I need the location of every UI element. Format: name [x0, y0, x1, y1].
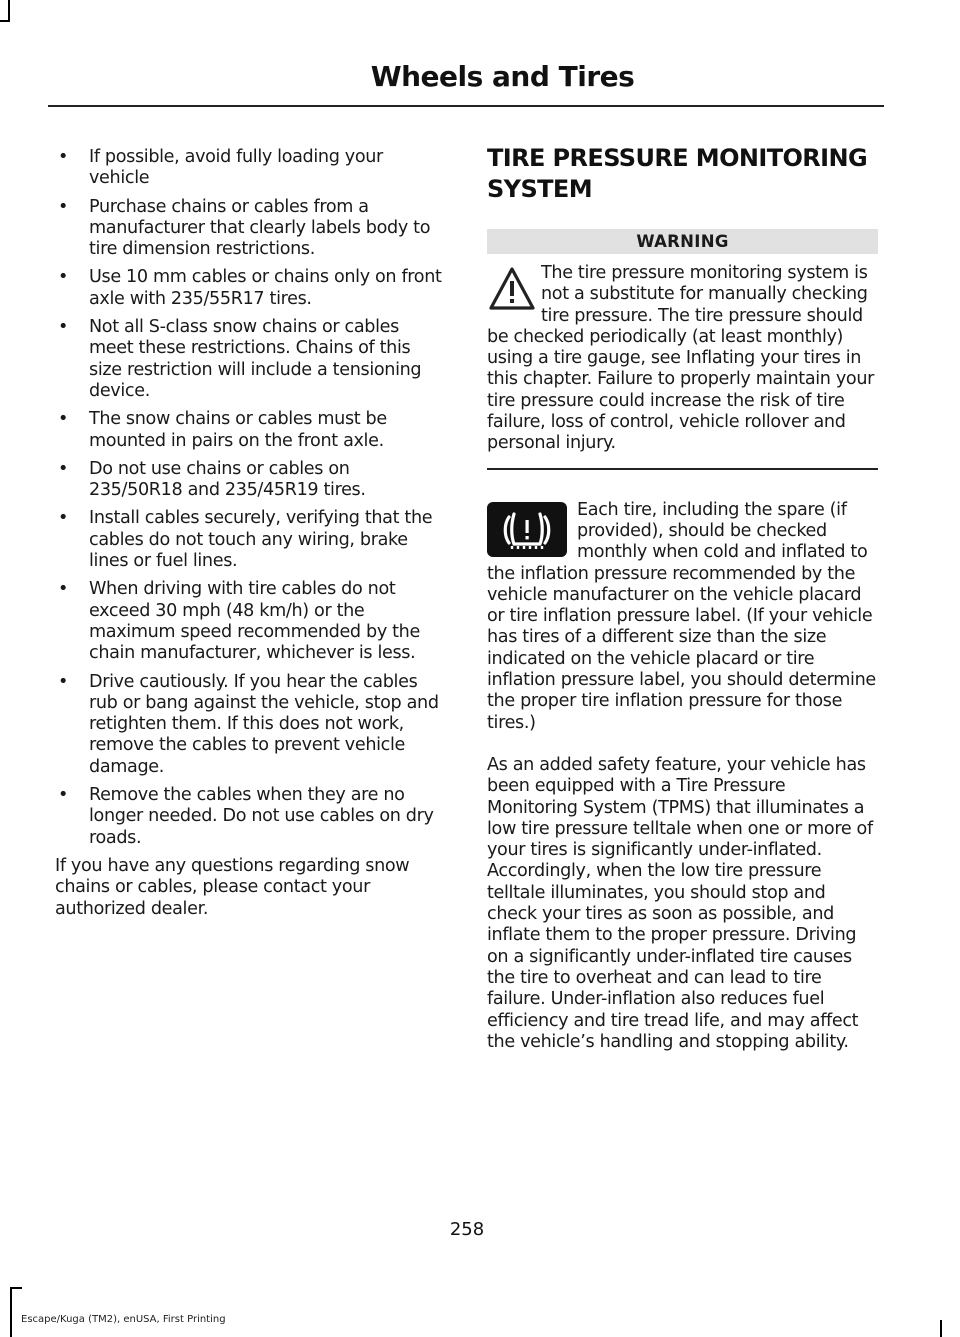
crop-mark-top-left-horizontal	[0, 20, 10, 22]
tpms-text: Each tire, including the spare (if provided), should be checked monthly when cold and inflated to the inflation pressure recommended by the vehicle manufacturer on the vehicle placard or tire inflation pressure label. (If your vehicle has tires of a different size than the size indicated on the vehicle placard or tire inflation pressure label, you should determine the proper tire inflation pressure for those tires.)	[487, 499, 876, 733]
list-item: • Drive cautiously. If you hear the cables rub or bang against the vehicle, stop and retighten them. If this does not work, remove the cables to prevent vehicle damage.	[58, 671, 439, 777]
warning-divider	[487, 468, 878, 470]
header-divider	[48, 105, 884, 107]
crop-mark-bottom-right-vertical	[940, 1320, 942, 1337]
list-item: • When driving with tire cables do not exceed 30 mph (48 km/h) or the maximum speed recommended by the chain manufacturer, whichever is less.	[58, 579, 420, 664]
list-item: • The snow chains or cables must be mounted in pairs on the front axle.	[58, 409, 387, 451]
list-item: • Use 10 mm cables or chains only on front axle with 235/55R17 tires.	[58, 267, 442, 309]
list-item: • Remove the cables when they are no longer needed. Do not use cables on dry roads.	[58, 785, 434, 848]
crop-mark-bottom-left-horizontal	[10, 1287, 22, 1289]
warning-triangle-icon	[487, 265, 537, 313]
list-item: • Do not use chains or cables on 235/50R18 and 235/45R19 tires.	[58, 458, 366, 501]
crop-mark-bottom-left-vertical	[10, 1287, 12, 1337]
tpms-block	[487, 500, 878, 734]
section-heading-line-1: TIRE PRESSURE MONITORING	[487, 144, 868, 172]
list-item: • Purchase chains or cables from a manufacturer that clearly labels body to tire dimension restrictions.	[58, 196, 431, 260]
left-column	[55, 147, 447, 920]
warning-text: The tire pressure monitoring system is not a substitute for manually checking tire pressure. The tire pressure should be checked periodically (at least monthly) using a tire gauge, see Inflating your tires in this chapter. Failure to properly maintain your tire pressure could increase the risk of tire failure, loss of control, vehicle rollover and personal injury.	[487, 263, 875, 454]
page-number: 258	[449, 1219, 485, 1240]
list-item: • Not all S-class snow chains or cables meet these restrictions. Chains of this size restriction will include a tensioning device.	[58, 317, 422, 401]
list-item: • Install cables securely, verifying that the cables do not touch any wiring, brake lines or fuel lines.	[58, 508, 433, 572]
warning-label: WARNING	[487, 229, 878, 254]
crop-mark-top-left-vertical	[8, 0, 10, 22]
snow-chain-guidelines-list	[55, 147, 447, 849]
right-column	[487, 143, 878, 1053]
dealer-contact-paragraph: If you have any questions regarding snow chains or cables, please contact your authorized dealer.	[55, 855, 410, 919]
warning-body	[487, 263, 878, 455]
page-title: Wheels and Tires	[370, 60, 635, 93]
tpms-safety-paragraph: As an added safety feature, your vehicle has been equipped with a Tire Pressure Monitoring System (TPMS) that illuminates a low tire pressure telltale when one or more of your tires is significantly under-inflated. Accordingly, when the low tire pressure telltale illuminates, you should stop and check your tires as soon as possible, and inflate them to the proper pressure. Driving on a significantly under-inflated tire causes the tire to overheat and can lead to tire failure. Under-inflation also reduces fuel efficiency and tire tread life, and may affect the vehicle’s handling and stopping ability.	[487, 754, 873, 1052]
section-heading-line-2: SYSTEM	[487, 175, 592, 203]
list-item: • If possible, avoid fully loading your vehicle	[58, 147, 383, 189]
tpms-telltale-icon	[487, 502, 567, 557]
edition-footer: Escape/Kuga (TM2), enUSA, First Printing	[21, 1314, 226, 1325]
section-heading	[487, 143, 878, 205]
